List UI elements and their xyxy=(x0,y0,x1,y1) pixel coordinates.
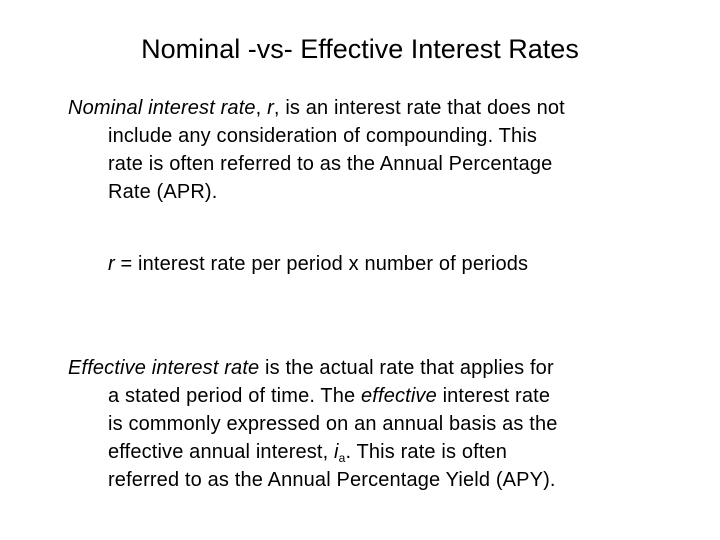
effective-line-2-b: interest rate xyxy=(436,385,551,407)
effective-line-2 xyxy=(68,382,668,410)
nominal-line-4: Rate (APR). xyxy=(108,181,218,203)
nominal-rate-definition xyxy=(68,94,668,206)
effective-rate-definition xyxy=(68,354,668,494)
nominal-line-3: rate is often referred to as the Annual Percentage xyxy=(108,153,553,175)
nominal-symbol: r xyxy=(267,97,274,119)
nominal-line-1-rest: , is an interest rate that does not xyxy=(273,97,565,119)
formula-line xyxy=(108,250,708,278)
effective-line-4-a: effective annual interest, xyxy=(108,441,335,463)
slide-title: Nominal -vs- Effective Interest Rates xyxy=(141,34,579,64)
formula-symbol: r xyxy=(108,253,115,275)
nominal-line-1: Nominal interest rate, r, is an interest rate that does not xyxy=(68,97,565,119)
nominal-term: Nominal interest rate xyxy=(68,97,256,119)
effective-line-3: is commonly expressed on an annual basis as the xyxy=(108,413,558,435)
effective-line-1-rest: is the actual rate that applies for xyxy=(259,357,554,379)
effective-line-5: referred to as the Annual Percentage Yield (APY). xyxy=(108,469,556,491)
effective-symbol: i xyxy=(334,441,339,463)
effective-line-1 xyxy=(68,354,668,382)
effective-line-2-a: a stated period of time. The xyxy=(108,385,362,407)
nominal-rate-formula xyxy=(108,250,708,278)
effective-line-4 xyxy=(68,438,668,466)
formula-rest: = interest rate per period x number of periods xyxy=(114,253,529,275)
effective-line-2-italic: effective xyxy=(361,385,437,407)
nominal-line-2: include any consideration of compounding. This xyxy=(108,125,538,147)
effective-line-4-b: . This rate is often xyxy=(345,441,508,463)
effective-term: Effective interest rate xyxy=(68,357,260,379)
effective-symbol-subscript: a xyxy=(338,451,346,465)
